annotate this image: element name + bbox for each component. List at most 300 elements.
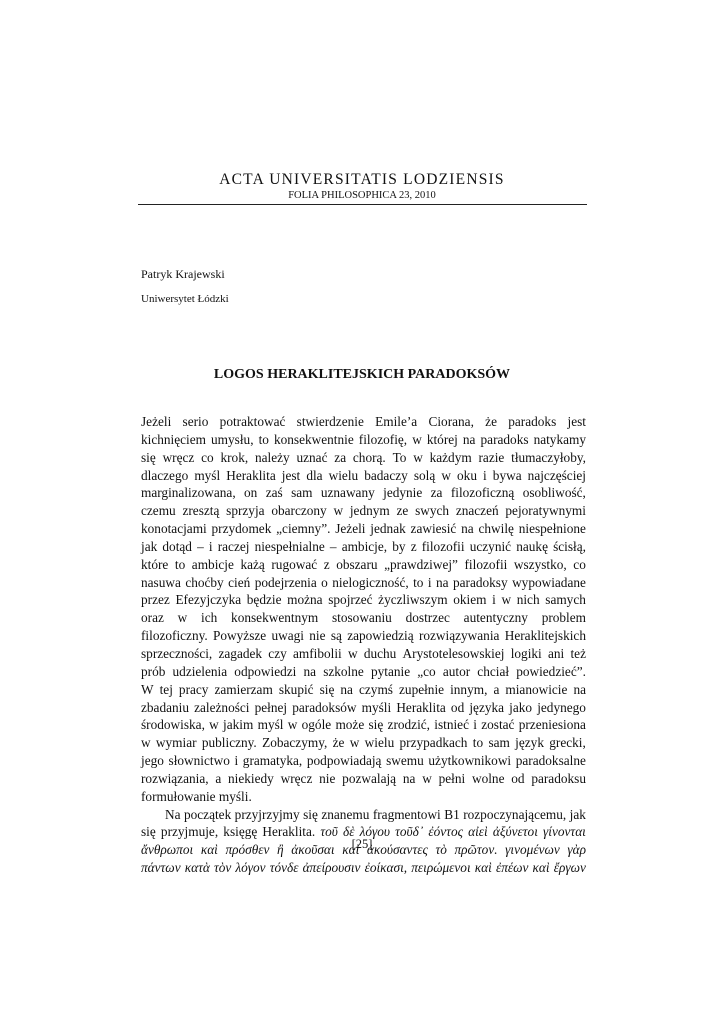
word: tej bbox=[159, 681, 173, 697]
word: uwagi bbox=[271, 628, 304, 644]
word: w bbox=[287, 717, 298, 733]
word: W bbox=[141, 681, 154, 697]
word: myśl bbox=[194, 467, 221, 483]
word: Emile’a bbox=[375, 414, 418, 429]
word: pejoratywnymi bbox=[505, 503, 586, 519]
word: zależności bbox=[194, 699, 250, 715]
word: i bbox=[234, 753, 239, 769]
word: znanemu bbox=[321, 806, 370, 822]
word: w bbox=[422, 770, 432, 786]
word: tłumaczyłoby, bbox=[511, 449, 586, 465]
journal-title: ACTA UNIVERSITATIS LODZIENSIS bbox=[219, 171, 505, 188]
word: Heraklita bbox=[226, 467, 276, 483]
greek-word: τὸ bbox=[435, 842, 447, 858]
word: paradoksy bbox=[452, 574, 508, 590]
word: – bbox=[197, 538, 204, 554]
body-line bbox=[141, 591, 586, 609]
body-line bbox=[141, 645, 586, 663]
word: jedynego bbox=[537, 699, 586, 715]
greek-word: ἔργων bbox=[553, 860, 586, 876]
word: marginalizowana, bbox=[141, 485, 236, 501]
word: na bbox=[461, 521, 474, 537]
body-line bbox=[141, 716, 586, 734]
word: za bbox=[430, 485, 443, 501]
word: od bbox=[450, 699, 465, 715]
word: publiczny. bbox=[201, 735, 257, 751]
greek-word: τοῦδ᾽ bbox=[395, 824, 424, 840]
greek-word: τόνδε bbox=[269, 860, 299, 876]
body-line bbox=[141, 681, 586, 699]
word: i bbox=[473, 717, 477, 733]
word: sprzeczności, bbox=[141, 645, 213, 661]
word: skupić bbox=[278, 681, 314, 697]
greek-word: γὰρ bbox=[567, 842, 586, 858]
word: on bbox=[244, 485, 258, 501]
body-line bbox=[141, 413, 586, 431]
word: języka bbox=[469, 699, 505, 715]
body-line bbox=[141, 806, 586, 824]
word: a bbox=[215, 770, 222, 786]
word: krok, bbox=[220, 449, 249, 465]
word: nich bbox=[516, 592, 540, 608]
body-line bbox=[141, 502, 586, 520]
word: może bbox=[335, 717, 365, 733]
word: się bbox=[141, 449, 156, 465]
word: na bbox=[436, 574, 449, 590]
word: Heraklita bbox=[396, 699, 446, 715]
greek-word: πρῶτον. bbox=[454, 842, 498, 858]
word: wypowiadane bbox=[512, 574, 586, 590]
word: zostać bbox=[481, 717, 515, 733]
word: przez bbox=[141, 592, 170, 608]
word: jedynie bbox=[383, 485, 423, 501]
word: przeniesiona bbox=[518, 717, 586, 733]
greek-word: ἀξύνετοι bbox=[492, 824, 538, 840]
word: Arystotelesowskiej bbox=[402, 645, 505, 661]
word: spojrzeć bbox=[328, 592, 373, 608]
word: mianowicie bbox=[505, 681, 568, 697]
body-line bbox=[141, 467, 586, 485]
word: użytkownikowi bbox=[428, 753, 512, 769]
greek-word: ἀκούσαντες bbox=[366, 842, 428, 858]
word: nielogiczność, bbox=[332, 574, 409, 590]
body-line bbox=[141, 520, 586, 538]
word: B1 bbox=[444, 806, 460, 822]
word: natykamy bbox=[533, 431, 586, 447]
word: paradoksów bbox=[292, 699, 357, 715]
word: życzliwszym bbox=[378, 592, 448, 608]
word: i bbox=[208, 538, 213, 554]
word: ogóle bbox=[301, 717, 332, 733]
word: filozofii bbox=[464, 556, 508, 572]
word: choćby bbox=[185, 574, 224, 590]
word: pełni bbox=[438, 770, 466, 786]
word: rozwiązania, bbox=[141, 770, 209, 786]
word: język bbox=[515, 735, 544, 751]
word: naukę bbox=[516, 538, 548, 554]
greek-word: γινομένων bbox=[505, 842, 560, 858]
word: istnieć bbox=[434, 717, 469, 733]
word: ich bbox=[201, 610, 218, 626]
word: swemu bbox=[386, 753, 424, 769]
greek-word: πειρώμενοι bbox=[411, 860, 471, 876]
word: przyjrzyjmy bbox=[234, 806, 300, 822]
word: bywa bbox=[492, 467, 522, 483]
word: „co bbox=[417, 663, 436, 679]
greek-word: δὲ bbox=[343, 824, 355, 840]
word: podpowiadają bbox=[306, 753, 382, 769]
word: konsekwentnie bbox=[273, 431, 354, 447]
word: chwilę bbox=[478, 521, 514, 537]
word: zagadek bbox=[218, 645, 263, 661]
word: dostrzec bbox=[405, 610, 450, 626]
word: autentyczny bbox=[463, 610, 528, 626]
body-line bbox=[141, 734, 586, 752]
word: badaczy bbox=[364, 467, 408, 483]
greek-word: λόγον bbox=[235, 860, 266, 876]
word: niespełnialne bbox=[254, 538, 325, 554]
word: w bbox=[441, 467, 451, 483]
word: w bbox=[413, 449, 423, 465]
word: osobliwość, bbox=[522, 485, 586, 501]
greek-word: ἀκοῦσαι bbox=[291, 842, 335, 858]
header-rule bbox=[138, 204, 587, 205]
word: filozoficzny. bbox=[141, 628, 208, 644]
word: myśli bbox=[361, 699, 392, 715]
author-affiliation: Uniwersytet Łódzki bbox=[141, 293, 229, 305]
word: pytanie bbox=[370, 663, 411, 679]
word: każdym bbox=[429, 449, 472, 465]
word: paradoks bbox=[480, 431, 529, 447]
word: jego bbox=[141, 753, 164, 769]
word: że bbox=[332, 735, 345, 751]
article-title: LOGOS HERAKLITEJSKICH PARADOKSÓW bbox=[213, 367, 511, 382]
word: jako bbox=[509, 699, 533, 715]
greek-word: πάντων bbox=[141, 860, 181, 876]
word: zapowiedzią bbox=[347, 628, 414, 644]
word: za bbox=[334, 449, 347, 465]
word: jak bbox=[141, 538, 158, 554]
word: to bbox=[258, 431, 269, 447]
word: paradoks bbox=[508, 414, 557, 429]
word: Ciorana, bbox=[428, 414, 474, 429]
body-line bbox=[141, 484, 586, 502]
word: zawiesić bbox=[410, 521, 457, 537]
word: paradoksalne bbox=[515, 753, 586, 769]
word: w bbox=[209, 717, 219, 733]
journal-series: FOLIA PHILOSOPHICA 23, 2010 bbox=[288, 190, 436, 201]
word: Powyższe bbox=[213, 628, 267, 644]
greek-word: καὶ bbox=[532, 860, 550, 876]
word: wielu bbox=[328, 467, 359, 483]
word: jest bbox=[567, 414, 586, 429]
word: swych bbox=[415, 503, 450, 519]
word: pozwalają bbox=[342, 770, 397, 786]
word: na bbox=[462, 431, 476, 447]
author-name: Patryk Krajewski bbox=[141, 267, 225, 281]
word: w bbox=[333, 503, 344, 519]
word: której bbox=[426, 431, 458, 447]
word: ambicje bbox=[191, 556, 234, 572]
word: formułowanie bbox=[141, 788, 216, 804]
word: sam bbox=[488, 735, 510, 751]
word: ścisłą, bbox=[553, 538, 586, 554]
word: w bbox=[141, 735, 151, 751]
word: obarczony bbox=[271, 503, 327, 519]
word: jak bbox=[569, 806, 586, 822]
word: są bbox=[330, 628, 342, 644]
word: ambicje, bbox=[341, 538, 388, 554]
word: filozoficzną bbox=[450, 485, 515, 501]
greek-word: λόγου bbox=[359, 824, 390, 840]
word: duchu bbox=[363, 645, 397, 661]
word: na bbox=[402, 770, 416, 786]
word: stwierdzenie bbox=[296, 414, 364, 429]
word: grecki, bbox=[549, 735, 586, 751]
word: zbadaniu bbox=[141, 699, 189, 715]
greek-word: γίνονται bbox=[543, 824, 586, 840]
word: co bbox=[573, 556, 586, 572]
word: zrodzić, bbox=[387, 717, 430, 733]
word: dotąd bbox=[162, 538, 192, 554]
greek-word: κατὰ bbox=[184, 860, 210, 876]
word: ani bbox=[547, 645, 565, 661]
greek-word: αἰεὶ bbox=[468, 824, 488, 840]
body-line bbox=[141, 574, 586, 592]
word: podejrzenia bbox=[254, 574, 317, 590]
word: Na bbox=[165, 806, 181, 822]
word: innym, bbox=[450, 681, 488, 697]
greek-word: πρόσθεν bbox=[225, 842, 270, 858]
word: pełnej bbox=[254, 699, 288, 715]
word: zaś bbox=[265, 485, 283, 501]
word: zresztą bbox=[182, 503, 220, 519]
word: problem bbox=[541, 610, 586, 626]
word: z bbox=[410, 538, 417, 554]
word: myśli. bbox=[218, 788, 252, 804]
word: Zobaczymy, bbox=[262, 735, 328, 751]
word: chciał bbox=[477, 663, 510, 679]
word: rozwiązywania bbox=[418, 628, 500, 644]
word: Heraklitejskich bbox=[504, 628, 586, 644]
body-line bbox=[141, 859, 586, 877]
word: będzie bbox=[246, 592, 282, 608]
body-line bbox=[141, 752, 586, 770]
word: wolne bbox=[471, 770, 505, 786]
word: uznać bbox=[296, 449, 328, 465]
word: o bbox=[321, 574, 328, 590]
word: konotacjami bbox=[141, 521, 207, 537]
word: przyjmuje, bbox=[160, 824, 219, 840]
word: w bbox=[349, 735, 360, 751]
word: co bbox=[201, 449, 214, 465]
word: jednak bbox=[370, 521, 406, 537]
word: zamierzam bbox=[214, 681, 273, 697]
word: czy bbox=[268, 645, 287, 661]
word: wielu bbox=[364, 735, 395, 751]
word: na bbox=[573, 681, 586, 697]
greek-word: τοῦ bbox=[320, 824, 338, 840]
word: które bbox=[141, 556, 169, 572]
body-line bbox=[141, 556, 586, 574]
word: powiedzieć”. bbox=[516, 663, 586, 679]
word: należy bbox=[254, 449, 290, 465]
word: cień bbox=[228, 574, 251, 590]
word: nasuwa bbox=[141, 574, 181, 590]
word: umysłu, bbox=[211, 431, 254, 447]
greek-word: καὶ bbox=[474, 860, 492, 876]
word: odpowiedzi bbox=[234, 663, 297, 679]
word: chorą. bbox=[352, 449, 386, 465]
word: i bbox=[483, 467, 487, 483]
word: na bbox=[340, 681, 353, 697]
word: i bbox=[492, 592, 496, 608]
word: słownictwo bbox=[168, 753, 230, 769]
word: ze bbox=[396, 503, 409, 519]
word: w bbox=[177, 610, 188, 626]
word: przydomek bbox=[211, 521, 272, 537]
word: serio bbox=[182, 414, 209, 429]
word: to bbox=[174, 556, 186, 572]
word: w bbox=[412, 431, 422, 447]
word: uznawany bbox=[320, 485, 375, 501]
word: – bbox=[329, 538, 337, 554]
page-number: [25] bbox=[351, 837, 373, 851]
word: niespełnione bbox=[518, 521, 586, 537]
word: autor bbox=[442, 663, 471, 679]
greek-word: ἀπείρουσιν bbox=[302, 860, 361, 876]
word: uczynić bbox=[469, 538, 512, 554]
word: jest bbox=[281, 467, 301, 483]
word: sprzyja bbox=[226, 503, 265, 519]
word: środowiska, bbox=[141, 717, 205, 733]
word: paradoksu bbox=[531, 770, 586, 786]
word: nie bbox=[309, 628, 326, 644]
word: samych bbox=[545, 592, 586, 608]
word: wymiar bbox=[155, 735, 197, 751]
word: obszaru bbox=[336, 556, 378, 572]
word: znaczeń bbox=[455, 503, 499, 519]
greek-word: καὶ bbox=[342, 842, 360, 858]
word: „ciemny”. bbox=[276, 521, 331, 537]
word: wszystko, bbox=[513, 556, 567, 572]
word: się bbox=[368, 717, 384, 733]
body-line bbox=[141, 609, 586, 627]
body-line bbox=[141, 699, 586, 717]
word: razie bbox=[478, 449, 505, 465]
word: najczęściej bbox=[527, 467, 586, 483]
word: Jeżeli bbox=[141, 414, 172, 429]
word: się bbox=[303, 806, 318, 822]
word: nie bbox=[319, 770, 336, 786]
word: rozpoczynającemu, bbox=[463, 806, 567, 822]
word: można bbox=[287, 592, 323, 608]
word: jednym bbox=[349, 503, 390, 519]
word: początek bbox=[183, 806, 232, 822]
word: oku bbox=[457, 467, 477, 483]
word: dla bbox=[306, 467, 323, 483]
word: przypadkach bbox=[399, 735, 468, 751]
word: wręcz bbox=[162, 449, 195, 465]
word: się bbox=[141, 824, 156, 840]
word: z bbox=[323, 556, 330, 572]
body-line bbox=[141, 770, 586, 788]
word: dlaczego bbox=[141, 467, 189, 483]
word: niekiedy bbox=[228, 770, 274, 786]
word: filozofię, bbox=[358, 431, 408, 447]
word: „prawdziwej” bbox=[384, 556, 458, 572]
word: logiki bbox=[510, 645, 542, 661]
word: czemu bbox=[141, 503, 176, 519]
word: potraktować bbox=[219, 414, 286, 429]
word: sam bbox=[291, 485, 313, 501]
word: gramatyka, bbox=[242, 753, 303, 769]
body-line bbox=[141, 627, 586, 645]
word: okiem bbox=[453, 592, 487, 608]
body-line bbox=[141, 431, 586, 449]
greek-word: τὸν bbox=[213, 860, 232, 876]
word: stosowaniu bbox=[331, 610, 392, 626]
word: prób bbox=[141, 663, 166, 679]
greek-word: ἐόντος bbox=[428, 824, 463, 840]
word: oraz bbox=[141, 610, 164, 626]
word: filozofii bbox=[421, 538, 465, 554]
word: wręcz bbox=[280, 770, 313, 786]
word: a bbox=[493, 681, 500, 697]
greek-word: ἢ bbox=[277, 842, 284, 858]
body-line bbox=[141, 538, 586, 556]
word: to bbox=[413, 574, 424, 590]
word: pracy bbox=[178, 681, 209, 697]
body-line bbox=[141, 663, 586, 681]
word: w bbox=[347, 645, 358, 661]
word: jakim bbox=[223, 717, 254, 733]
greek-word: ἐπέων bbox=[495, 860, 529, 876]
word: myśl bbox=[257, 717, 284, 733]
word: Jeżeli bbox=[335, 521, 366, 537]
word: że bbox=[485, 414, 497, 429]
word: solą bbox=[413, 467, 436, 483]
word: fragmentowi bbox=[372, 806, 441, 822]
word: w bbox=[501, 592, 512, 608]
word: i bbox=[427, 574, 432, 590]
word: od bbox=[511, 770, 525, 786]
word: szkolne bbox=[323, 663, 364, 679]
greek-word: καὶ bbox=[200, 842, 218, 858]
article-body bbox=[141, 413, 586, 877]
word: na bbox=[303, 663, 317, 679]
word: to bbox=[472, 735, 484, 751]
word: się bbox=[319, 681, 335, 697]
word: księgę bbox=[223, 824, 258, 840]
word: Efezyjczyka bbox=[175, 592, 242, 608]
word: To bbox=[392, 449, 407, 465]
word: Heraklita. bbox=[262, 824, 316, 840]
body-line bbox=[141, 449, 586, 467]
body-line bbox=[141, 788, 586, 806]
word: konsekwentnym bbox=[231, 610, 319, 626]
word: udzielenia bbox=[172, 663, 228, 679]
word: zupełnie bbox=[399, 681, 445, 697]
greek-word: ἄνθρωποι bbox=[141, 842, 194, 858]
word: raczej bbox=[217, 538, 250, 554]
word: by bbox=[392, 538, 406, 554]
word: czymś bbox=[359, 681, 393, 697]
word: amfibolii bbox=[292, 645, 342, 661]
word: każą bbox=[240, 556, 265, 572]
word: też bbox=[570, 645, 586, 661]
word: kichnięciem bbox=[141, 431, 206, 447]
